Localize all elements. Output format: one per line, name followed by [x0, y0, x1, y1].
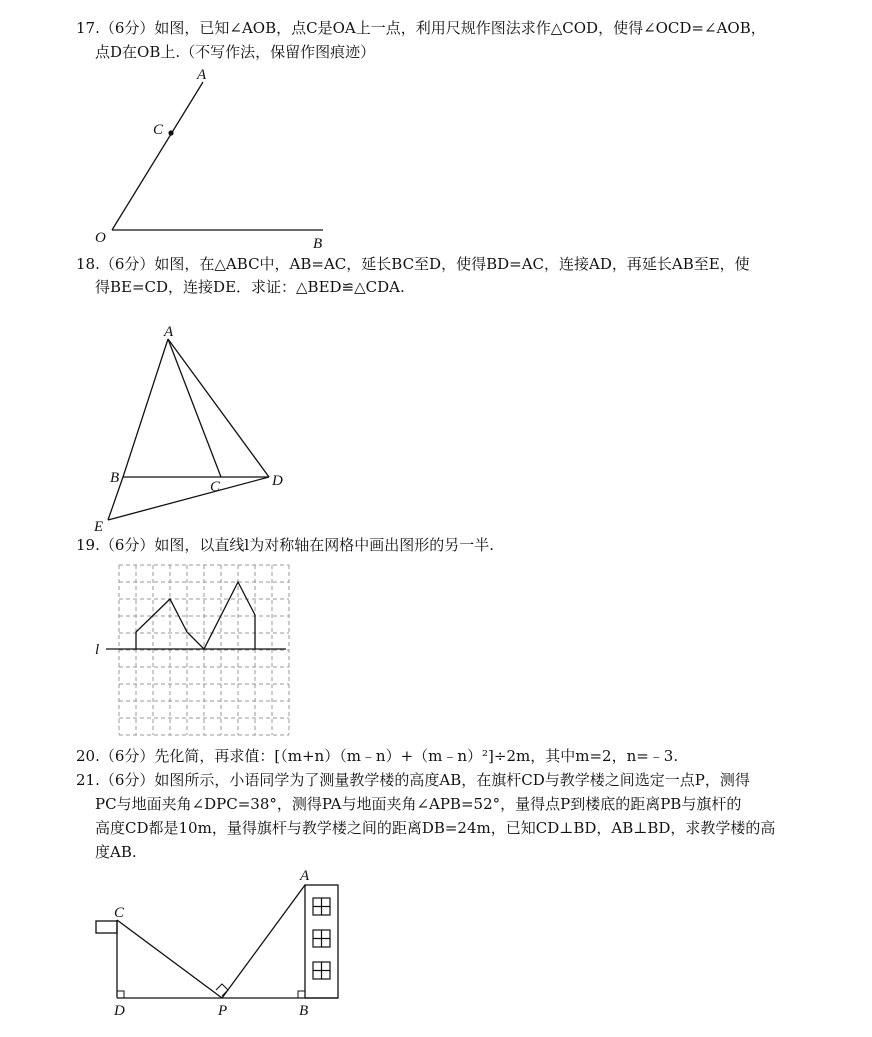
label-c: C [153, 122, 164, 138]
problem-21-line-4: 度AB. [95, 843, 137, 861]
label-d: D [272, 473, 283, 489]
label-e: E [94, 519, 104, 535]
ray-oa [112, 82, 203, 230]
problem-21-line-1: 21.（6分）如图所示，小语同学为了测量教学楼的高度AB，在旗杆CD与教学楼之间选定一点P，测得 [76, 771, 750, 789]
problem-17-line-2: 点D在OB上.（不写作法，保留作图痕迹） [95, 43, 376, 61]
triangle-abc-figure [90, 320, 300, 540]
flag [96, 921, 117, 933]
segment-ab [123, 339, 168, 477]
problem-18-line-1: 18.（6分）如图，在△ABC中，AB=AC，延长BC至D，使得BD=AC，连接AD，再延长AB至E，使 [76, 255, 750, 273]
segment-ed [108, 477, 269, 520]
label-b: B [110, 470, 120, 486]
building-windows [313, 898, 330, 979]
segment-pa [222, 885, 305, 998]
label-b: B [313, 236, 323, 252]
problem-21-line-2: PC与地面夹角∠DPC=38°，测得PA与地面夹角∠APB=52°，量得点P到楼底的距离PB与旗杆的 [95, 795, 742, 813]
point-c [168, 130, 173, 135]
label-c: C [114, 905, 125, 921]
flagpole-building-figure [85, 865, 375, 1030]
right-angle-b [298, 991, 305, 998]
problem-21-line-3: 高度CD都是10m，量得旗杆与教学楼之间的距离DB=24m，已知CD⊥BD，AB⊥BD，求教学楼的高 [95, 819, 776, 837]
half-figure [136, 582, 255, 649]
label-l: l [95, 642, 100, 658]
problem-20-line-1: 20.（6分）先化简，再求值：[（m+n）（m﹣n）+（m﹣n）²]÷2m，其中m=2，n=﹣3. [76, 747, 679, 765]
label-a: A [164, 324, 174, 340]
right-angle-d [117, 991, 124, 998]
label-a: A [300, 868, 310, 884]
angle-aob-figure [85, 62, 345, 252]
segment-ac [168, 339, 221, 477]
label-d: D [114, 1003, 125, 1019]
problem-19-line-1: 19.（6分）如图，以直线l为对称轴在网格中画出图形的另一半. [76, 536, 494, 554]
label-o: O [95, 230, 106, 246]
dashed-grid [119, 565, 289, 735]
symmetry-grid-figure [88, 560, 298, 740]
problem-18-line-2: 得BE=CD，连接DE．求证：△BED≌△CDA. [95, 278, 405, 296]
segment-pc [117, 920, 222, 998]
label-a: A [197, 67, 207, 83]
label-c: C [210, 479, 221, 495]
label-p: P [218, 1003, 228, 1019]
segment-ad [168, 339, 269, 477]
label-b: B [299, 1003, 309, 1019]
problem-17-line-1: 17.（6分）如图，已知∠AOB，点C是OA上一点，利用尺规作图法求作△COD，使得∠OCD=∠AOB， [76, 19, 766, 37]
